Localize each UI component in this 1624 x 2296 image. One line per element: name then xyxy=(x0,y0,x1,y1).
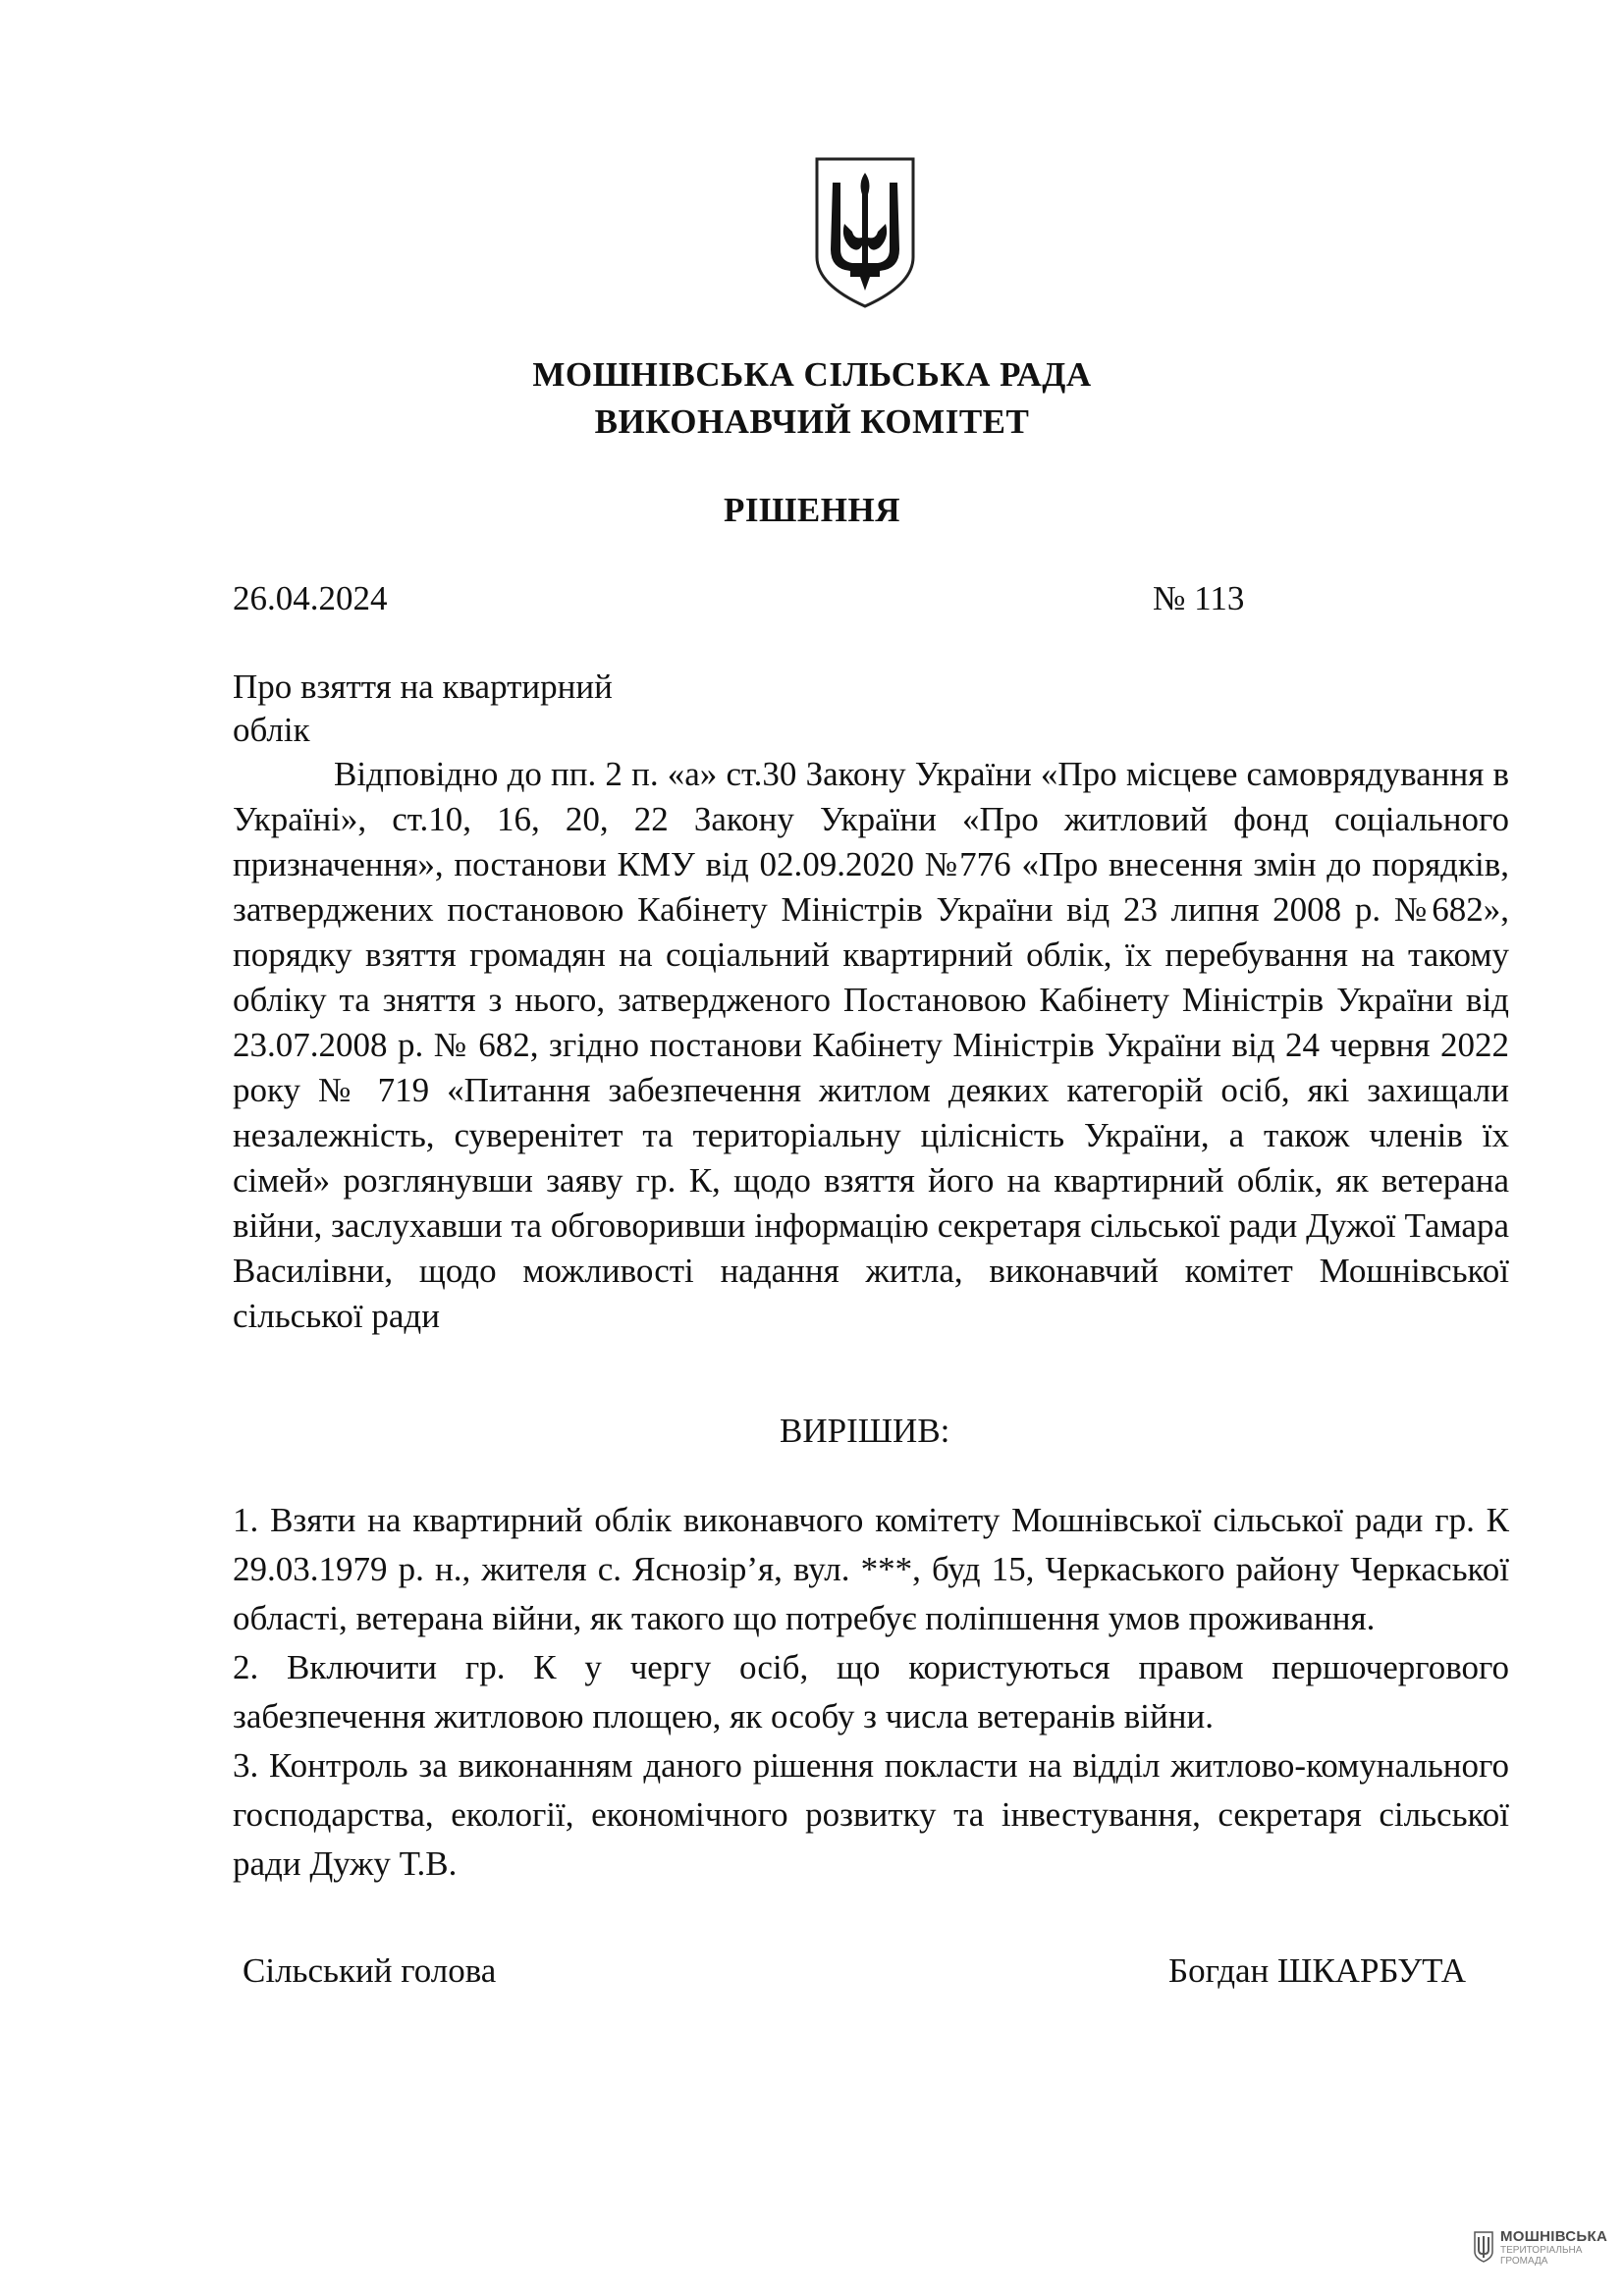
subject-line-2: облік xyxy=(233,711,310,749)
document-type: РІШЕННЯ xyxy=(723,491,900,529)
document-date: 26.04.2024 xyxy=(233,579,388,617)
subject-line-1: Про взяття на квартирний xyxy=(233,667,613,706)
signature-position: Сільський голова xyxy=(243,1951,497,1990)
decision-list xyxy=(233,1496,1509,1889)
council-name: МОШНІВСЬКА СІЛЬСЬКА РАДА xyxy=(532,355,1092,394)
footer-logo xyxy=(1473,2228,1620,2279)
preamble-block xyxy=(233,752,1509,1339)
decision-item-1: 1. Взяти на квартирний облік виконавчого комітету Мошнівської сільської ради гр. К 29.03.1979 р. н., жителя с. Яснозір’я, вул. ***, буд 15, Черкаського району Черкаської області, ветерана війни, як такого що потребує поліпшення умов проживання. xyxy=(233,1501,1509,1637)
preamble-text: Відповідно до пп. 2 п. «а» ст.30 Закону України «Про місцеве самоврядування в Україні», ст.10, 16, 20, 22 Закону України «Про житловий фонд соціального призначення», постанови КМУ від 02.09.2020 №776 «Про внесення змін до порядків, затверджених постановою Кабінету Міністрів України від 23 липня 2008 р. №682», порядку взяття громадян на соціальний квартирний облік, їх перебування на такому обліку та зняття з нього, затвердженого Постановою Кабінету Міністрів України від 23.07.2008 р. № 682, згідно постанови Кабінету Міністрів України від 24 червня 2022 року № 719 «Питання забезпечення житлом деяких категорій осіб, які захищали незалежність, суверенітет та територіальну цілісність України, а також членів їх сімей» розглянувши заяву гр. К, щодо взяття його на квартирний облік, як ветерана війни, заслухавши та обговоривши інформацію секретаря сільської ради Дужої Тамара Василівни, щодо можливості надання житла, виконавчий комітет Мошнівської сільської ради xyxy=(233,755,1509,1335)
footer-logo-subtitle-line-1: ТЕРИТОРІАЛЬНА xyxy=(1500,2245,1583,2256)
footer-logo-subtitle-line-2: ГРОМАДА xyxy=(1500,2256,1548,2267)
decision-item-3: 3. Контроль за виконанням даного рішення покласти на відділ житлово-комунального господарства, екології, економічного розвитку та інвестування, секретаря сільської ради Дужу Т.В. xyxy=(233,1746,1509,1883)
decision-item-2: 2. Включити гр. К у чергу осіб, що користуються правом першочергового забезпечення житловою площею, як особу з числа ветеранів війни. xyxy=(233,1648,1509,1735)
committee-name: ВИКОНАВЧИЙ КОМІТЕТ xyxy=(594,402,1030,441)
decided-heading: ВИРІШИВ: xyxy=(780,1412,950,1450)
footer-logo-name: МОШНІВСЬКА xyxy=(1500,2228,1608,2245)
coat-of-arms-of-ukraine-icon xyxy=(811,155,919,310)
footer-logo-subtitle xyxy=(1500,2245,1582,2267)
document-number: № 113 xyxy=(1153,579,1245,617)
trident-icon xyxy=(1473,2230,1494,2264)
signature-name: Богдан ШКАРБУТА xyxy=(1168,1951,1466,1990)
